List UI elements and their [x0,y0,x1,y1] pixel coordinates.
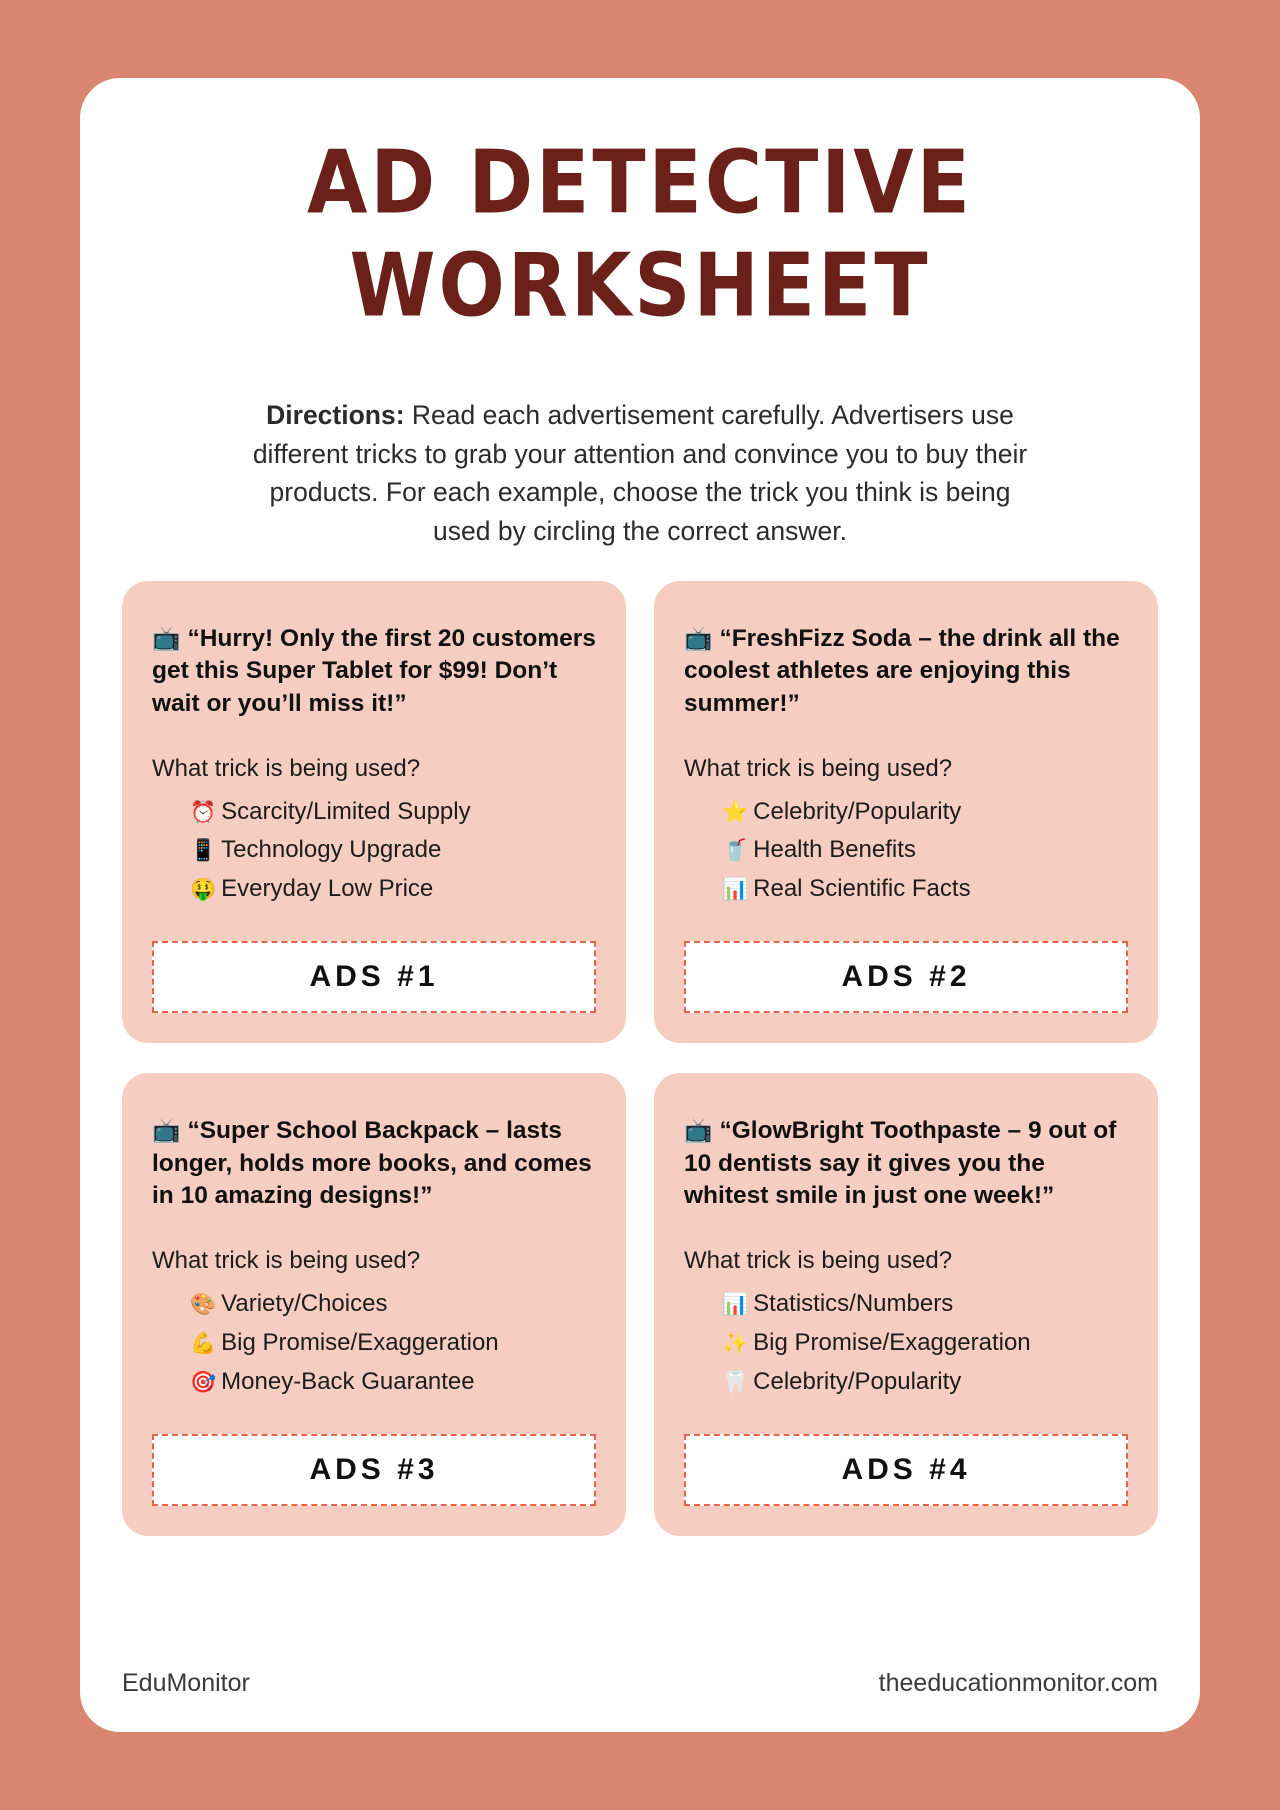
ad-quote [152,1115,596,1213]
answer-option[interactable] [190,793,596,832]
ads-answer-box[interactable]: ADS #1 [152,941,596,1013]
answer-option[interactable] [190,831,596,870]
answer-option[interactable] [190,870,596,909]
ad-quote-text: “GlowBright Toothpaste – 9 out of 10 dentists say it gives you the whitest smile in just one week!” [684,1117,1117,1210]
directions-label: Directions: [266,400,405,431]
footer-website: theeducationmonitor.com [878,1669,1158,1697]
title-line-2: WORKSHEET [349,235,931,337]
directions-text: Read each advertisement carefully. Advertisers use different tricks to grab your attention and convince you to buy their products. For each example, choose the trick you think is being used by circling the correct answer. [252,400,1028,547]
trick-question-label: What trick is being used? [684,1246,953,1274]
answer-options-list [152,793,596,910]
television-icon: 📺 [152,1117,181,1144]
answer-option[interactable] [722,1285,1128,1324]
title-line-1: AD DETECTIVE [307,132,973,234]
footer-brand: EduMonitor [122,1669,250,1697]
answer-option[interactable] [722,1324,1128,1363]
bar-chart-icon: 📊 [722,1292,749,1316]
ad-quote [684,623,1128,721]
answer-option-label: Statistics/Numbers [753,1289,954,1317]
answer-option-label: Big Promise/Exaggeration [221,1328,499,1356]
answer-options-list [684,793,1128,910]
flexed-biceps-icon: 💪 [190,1331,217,1355]
ad-card [654,581,1158,1043]
answer-option-label: Health Benefits [753,836,916,864]
ads-answer-box[interactable]: ADS #2 [684,941,1128,1013]
trick-question-label: What trick is being used? [684,754,953,782]
answer-option[interactable] [722,831,1128,870]
answer-option-label: Variety/Choices [221,1289,388,1317]
ad-card [122,581,626,1043]
television-icon: 📺 [684,1117,713,1144]
answer-option[interactable] [722,870,1128,909]
ads-answer-box[interactable]: ADS #3 [152,1434,596,1506]
worksheet-sheet [80,78,1200,1732]
answer-option[interactable] [190,1324,596,1363]
ad-quote-text: “Super School Backpack – lasts longer, holds more books, and comes in 10 amazing designs!” [152,1117,592,1210]
answer-option[interactable] [722,1363,1128,1402]
trick-question-label: What trick is being used? [152,1246,421,1274]
answer-option-label: Everyday Low Price [221,875,434,903]
direct-hit-icon: 🎯 [190,1370,217,1394]
ad-cards-grid [122,581,1158,1536]
answer-option-label: Celebrity/Popularity [753,1367,962,1395]
answer-option[interactable] [722,793,1128,832]
answer-option-label: Big Promise/Exaggeration [753,1328,1031,1356]
answer-option-label: Scarcity/Limited Supply [221,797,471,825]
tooth-icon: 🦷 [722,1370,749,1394]
ads-answer-box[interactable]: ADS #4 [684,1434,1128,1506]
answer-option-label: Real Scientific Facts [753,875,971,903]
page-title [122,78,1158,338]
ad-card [654,1073,1158,1535]
television-icon: 📺 [152,624,181,651]
answer-option-label: Technology Upgrade [221,836,442,864]
answer-options-list [152,1285,596,1402]
ad-quote-text: “FreshFizz Soda – the drink all the coolest athletes are enjoying this summer!” [684,624,1120,717]
footer [122,1669,1158,1698]
cup-with-straw-icon: 🥤 [722,839,749,863]
ad-quote-text: “Hurry! Only the first 20 customers get this Super Tablet for $99! Don’t wait or you’ll miss it!” [152,624,596,717]
answer-option-label: Money-Back Guarantee [221,1367,475,1395]
mobile-phone-icon: 📱 [190,839,217,863]
ad-quote [684,1115,1128,1213]
bar-chart-icon: 📊 [722,878,749,902]
sparkles-icon: ✨ [722,1331,749,1355]
television-icon: 📺 [684,624,713,651]
ad-quote [152,623,596,721]
directions-paragraph [240,396,1040,551]
money-mouth-face-icon: 🤑 [190,878,217,902]
answer-option[interactable] [190,1285,596,1324]
trick-question-label: What trick is being used? [152,754,421,782]
answer-options-list [684,1285,1128,1402]
answer-option-label: Celebrity/Popularity [753,797,962,825]
artist-palette-icon: 🎨 [190,1292,217,1316]
alarm-clock-icon: ⏰ [190,800,217,824]
star-icon: ⭐ [722,800,749,824]
ad-card [122,1073,626,1535]
answer-option[interactable] [190,1363,596,1402]
